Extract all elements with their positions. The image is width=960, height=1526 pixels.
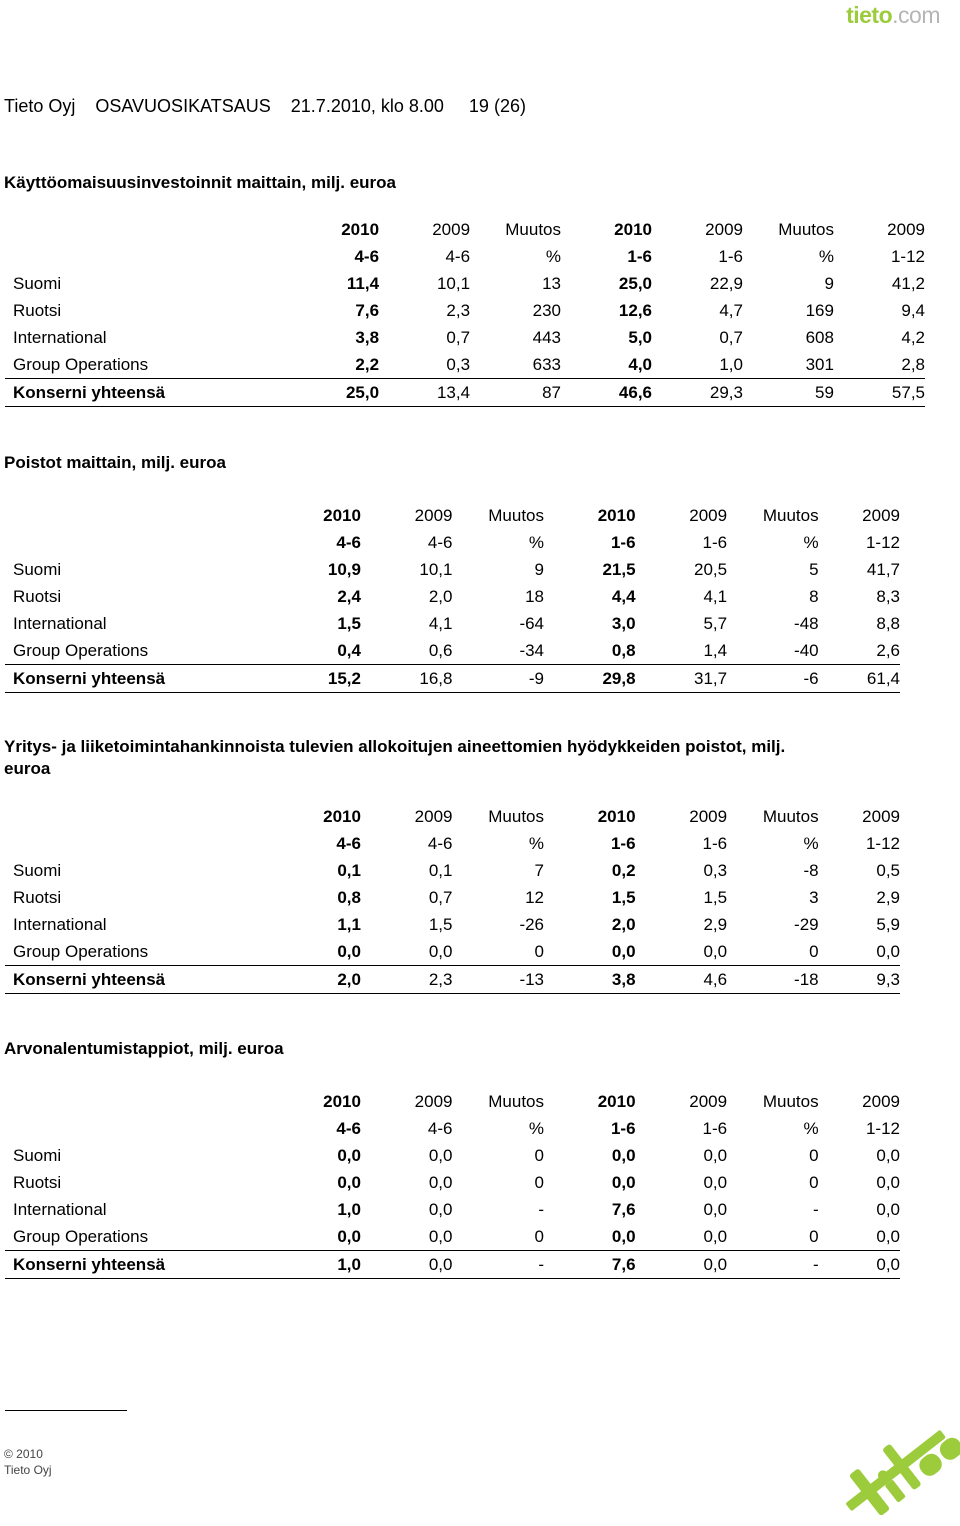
table-cell: 61,4 — [819, 665, 900, 693]
column-subheader: % — [818, 246, 834, 266]
table-cell: -48 — [794, 613, 819, 633]
table-row — [5, 270, 925, 297]
table-cell: 0,3 — [446, 354, 471, 374]
column-subheader: 4-6 — [336, 833, 361, 853]
column-subheader: 1-12 — [865, 833, 900, 853]
table-cell: - — [452, 1251, 544, 1279]
row-label: Konserni yhteensä — [5, 379, 308, 407]
table-cell: 18 — [525, 586, 545, 606]
section-title-investments: Käyttöomaisuusinvestoinnit maittain, milj. euroa — [4, 173, 397, 192]
column-header: 2009 — [689, 505, 728, 525]
table-cell: 0 — [534, 941, 545, 961]
table-cell: 7,6 — [355, 300, 380, 320]
section-title-depreciation: Poistot maittain, milj. euroa — [4, 453, 226, 472]
column-subheader: 1-6 — [610, 1118, 636, 1138]
column-header: 2010 — [323, 1091, 361, 1111]
table-cell: 9,3 — [819, 966, 900, 994]
column-subheader: 1-12 — [865, 532, 900, 552]
row-label: Group Operations — [13, 640, 149, 660]
table-header-row — [5, 803, 900, 830]
table-row — [5, 556, 900, 583]
table-cell: 608 — [805, 327, 834, 347]
column-subheader: 1-6 — [610, 833, 636, 853]
row-label: International — [13, 327, 107, 347]
table-header-row — [5, 1088, 900, 1115]
table-cell: 20,5 — [693, 559, 728, 579]
row-label: Ruotsi — [13, 586, 62, 606]
column-header: Muutos — [488, 1091, 545, 1111]
table-cell: 12,6 — [618, 300, 652, 320]
row-label: Suomi — [13, 860, 62, 880]
table-cell: 0,0 — [337, 1172, 361, 1192]
table-cell: 1,5 — [428, 914, 453, 934]
table-cell: 2,9 — [703, 914, 728, 934]
table-cell: 0 — [809, 941, 819, 961]
logo-brand: tieto — [846, 2, 893, 28]
table-cell: 9 — [534, 559, 545, 579]
header-spacer — [5, 803, 300, 830]
table-cell: 0,4 — [337, 640, 361, 660]
row-label: International — [13, 613, 107, 633]
row-label: Konserni yhteensä — [5, 966, 300, 994]
table-cell: 10,1 — [436, 273, 471, 293]
table-cell: -8 — [803, 860, 819, 880]
table-cell: 29,3 — [652, 379, 743, 407]
column-header: 2010 — [597, 505, 636, 525]
table-cell: 0,1 — [337, 860, 361, 880]
table-cell: 0,6 — [428, 640, 453, 660]
table-cell: 22,9 — [709, 273, 743, 293]
table-cell: 0,1 — [428, 860, 453, 880]
column-subheader: 1-6 — [702, 1118, 728, 1138]
table-cell: 0,0 — [337, 1145, 361, 1165]
table-row — [5, 1223, 900, 1251]
row-label: Group Operations — [13, 354, 149, 374]
footer-copyright — [4, 1446, 52, 1478]
row-label: International — [13, 914, 107, 934]
table-cell: 0,0 — [703, 1226, 728, 1246]
table-cell: 4,7 — [719, 300, 743, 320]
table-cell: 0,0 — [428, 1226, 453, 1246]
table-cell: 5,0 — [628, 327, 652, 347]
depreciation-table — [5, 502, 900, 693]
table-cell: 7,6 — [544, 1251, 636, 1279]
table-cell: -40 — [794, 640, 819, 660]
column-subheader: 1-12 — [890, 246, 925, 266]
row-label: Konserni yhteensä — [5, 1251, 300, 1279]
column-header: 2010 — [341, 219, 380, 239]
table-cell: 1,0 — [719, 354, 743, 374]
table-cell: 3 — [809, 887, 819, 907]
row-label: Ruotsi — [13, 887, 62, 907]
table-row — [5, 857, 900, 884]
table-row — [5, 938, 900, 966]
column-subheader: % — [803, 532, 819, 552]
column-subheader: % — [803, 833, 819, 853]
table-cell: 0,8 — [611, 640, 636, 660]
table-cell: 2,6 — [876, 640, 900, 660]
table-cell: 4,4 — [611, 586, 636, 606]
table-cell: 2,8 — [901, 354, 925, 374]
row-label: Group Operations — [13, 941, 149, 961]
table-row — [5, 884, 900, 911]
table-total-row — [5, 966, 900, 994]
table-cell: 0,0 — [876, 1226, 900, 1246]
table-cell: 0,3 — [703, 860, 728, 880]
table-cell: 2,0 — [428, 586, 453, 606]
table-cell: 0,0 — [703, 941, 728, 961]
table-cell: 4,6 — [636, 966, 728, 994]
column-subheader: 4-6 — [336, 532, 361, 552]
table-cell: 11,4 — [346, 273, 380, 293]
table-cell: 7,6 — [611, 1199, 636, 1219]
table-cell: 0,8 — [337, 887, 361, 907]
column-subheader: % — [528, 833, 545, 853]
table-cell: 0,5 — [876, 860, 900, 880]
table-cell: 0,0 — [703, 1145, 728, 1165]
table-cell: 4,1 — [703, 586, 728, 606]
table-cell: 9,4 — [901, 300, 925, 320]
table-cell: 0 — [534, 1226, 545, 1246]
column-subheader: 1-6 — [718, 246, 743, 266]
table-cell: -13 — [452, 966, 544, 994]
copyright-text: © 2010 — [4, 1447, 43, 1461]
column-header: 2009 — [414, 806, 453, 826]
table-cell: 21,5 — [602, 559, 636, 579]
header-report: OSAVUOSIKATSAUS — [95, 96, 271, 116]
table-cell: 633 — [532, 354, 562, 374]
column-header: 2010 — [323, 505, 361, 525]
table-cell: 8,3 — [876, 586, 900, 606]
column-header: Muutos — [762, 505, 819, 525]
table-cell: 0,0 — [876, 1145, 900, 1165]
table-total-row — [5, 665, 900, 693]
table-row — [5, 583, 900, 610]
table-cell: 8 — [809, 586, 819, 606]
header-page: 19 (26) — [468, 96, 526, 116]
table-cell: 46,6 — [561, 379, 652, 407]
table-cell: 0,0 — [611, 1172, 636, 1192]
table-cell: 169 — [805, 300, 834, 320]
table-header-row — [5, 243, 925, 270]
column-header: 2010 — [597, 1091, 636, 1111]
column-header: 2009 — [862, 806, 900, 826]
row-label: Suomi — [13, 1145, 62, 1165]
column-subheader: 4-6 — [427, 833, 453, 853]
column-subheader: 4-6 — [445, 246, 471, 266]
table-cell: 2,2 — [355, 354, 380, 374]
table-cell: 1,1 — [337, 914, 361, 934]
table-cell: 16,8 — [361, 665, 453, 693]
column-header: 2009 — [887, 219, 925, 239]
table-cell: 0,0 — [876, 1172, 900, 1192]
row-label: Group Operations — [13, 1226, 149, 1246]
table-cell: -26 — [519, 914, 545, 934]
table-cell: 3,8 — [355, 327, 380, 347]
table-row — [5, 637, 900, 665]
table-cell: 0 — [809, 1145, 819, 1165]
column-header: Muutos — [488, 505, 545, 525]
table-cell: 25,0 — [618, 273, 652, 293]
header-spacer — [5, 529, 300, 556]
table-cell: 5,7 — [703, 613, 728, 633]
column-subheader: 4-6 — [354, 246, 380, 266]
copyright-company: Tieto Oyj — [4, 1463, 52, 1477]
column-subheader: % — [528, 532, 545, 552]
column-subheader: 4-6 — [336, 1118, 361, 1138]
column-header: 2009 — [414, 505, 453, 525]
table-cell: 2,0 — [611, 914, 636, 934]
table-cell: 2,3 — [446, 300, 471, 320]
table-cell: 15,2 — [300, 665, 361, 693]
table-cell: 1,4 — [703, 640, 728, 660]
table-cell: 41,7 — [866, 559, 900, 579]
table-cell: 301 — [805, 354, 834, 374]
table-total-row — [5, 379, 925, 407]
column-subheader: 4-6 — [427, 1118, 453, 1138]
document-header — [4, 96, 526, 117]
column-header: 2009 — [862, 505, 900, 525]
column-header: Muutos — [505, 219, 562, 239]
table-row — [5, 351, 925, 379]
column-header: 2009 — [432, 219, 471, 239]
table-cell: -6 — [727, 665, 819, 693]
table-cell: 4,1 — [428, 613, 453, 633]
table-cell: - — [538, 1199, 545, 1219]
table-cell: 0,0 — [636, 1251, 728, 1279]
table-cell: 0,0 — [428, 1172, 453, 1192]
column-subheader: 1-6 — [610, 532, 636, 552]
column-subheader: 1-6 — [702, 833, 728, 853]
table-cell: 0 — [809, 1226, 819, 1246]
table-cell: 7 — [534, 860, 545, 880]
tieto-logo — [846, 2, 940, 29]
column-header: 2009 — [705, 219, 743, 239]
table-cell: 0,0 — [337, 941, 361, 961]
column-header: 2010 — [597, 806, 636, 826]
column-header: 2009 — [414, 1091, 453, 1111]
column-subheader: 1-6 — [702, 532, 728, 552]
table-cell: -34 — [519, 640, 545, 660]
table-cell: 1,0 — [300, 1251, 361, 1279]
table-cell: 12 — [525, 887, 545, 907]
table-cell: 0 — [534, 1145, 545, 1165]
table-cell: 0,0 — [611, 941, 636, 961]
table-cell: 0,0 — [611, 1145, 636, 1165]
table-cell: 0,7 — [446, 327, 471, 347]
table-cell: 2,9 — [876, 887, 900, 907]
table-cell: 0,2 — [611, 860, 636, 880]
table-cell: 10,1 — [419, 559, 453, 579]
table-cell: 41,2 — [891, 273, 925, 293]
table-cell: 2,4 — [337, 586, 361, 606]
table-cell: 3,0 — [611, 613, 636, 633]
investments-table — [5, 216, 925, 407]
table-cell: 0,0 — [428, 1199, 453, 1219]
table-cell: -29 — [794, 914, 819, 934]
header-spacer — [5, 502, 300, 529]
amortization-table — [5, 803, 900, 994]
column-subheader: % — [545, 246, 562, 266]
table-cell: - — [812, 1199, 819, 1219]
table-row — [5, 1169, 900, 1196]
table-cell: 1,5 — [703, 887, 728, 907]
table-cell: 0,0 — [876, 941, 900, 961]
table-cell: 8,8 — [876, 613, 900, 633]
table-row — [5, 1196, 900, 1223]
table-cell: 4,0 — [628, 354, 652, 374]
header-spacer — [5, 243, 308, 270]
table-cell: - — [727, 1251, 819, 1279]
row-label: Konserni yhteensä — [5, 665, 300, 693]
table-cell: 0,7 — [719, 327, 743, 347]
table-cell: 25,0 — [308, 379, 379, 407]
header-spacer — [5, 1088, 300, 1115]
table-cell: 443 — [532, 327, 562, 347]
table-cell: 0,0 — [361, 1251, 453, 1279]
row-label: Suomi — [13, 273, 62, 293]
table-cell: 0,0 — [611, 1226, 636, 1246]
column-header: 2009 — [689, 806, 728, 826]
logo-suffix: .com — [892, 2, 940, 28]
table-cell: 59 — [743, 379, 834, 407]
header-spacer — [5, 830, 300, 857]
column-subheader: 1-6 — [627, 246, 652, 266]
table-cell: 4,2 — [901, 327, 925, 347]
header-spacer — [5, 1115, 300, 1142]
table-cell: 13,4 — [379, 379, 470, 407]
table-cell: 1,5 — [337, 613, 361, 633]
table-cell: 1,5 — [611, 887, 636, 907]
impairment-table — [5, 1088, 900, 1279]
column-subheader: 4-6 — [427, 532, 453, 552]
table-cell: -9 — [452, 665, 544, 693]
table-row — [5, 297, 925, 324]
table-cell: 1,0 — [337, 1199, 361, 1219]
table-cell: 2,3 — [361, 966, 453, 994]
table-total-row — [5, 1251, 900, 1279]
table-row — [5, 610, 900, 637]
table-cell: 230 — [532, 300, 562, 320]
table-cell: 13 — [542, 273, 562, 293]
column-header: 2009 — [862, 1091, 900, 1111]
row-label: Suomi — [13, 559, 62, 579]
column-subheader: 1-12 — [865, 1118, 900, 1138]
row-label: Ruotsi — [13, 1172, 62, 1192]
table-cell: 0,0 — [703, 1199, 728, 1219]
table-cell: -18 — [727, 966, 819, 994]
row-label: International — [13, 1199, 107, 1219]
table-row — [5, 911, 900, 938]
table-header-row — [5, 1115, 900, 1142]
table-cell: 0 — [534, 1172, 545, 1192]
column-header: Muutos — [488, 806, 545, 826]
table-cell: 5,9 — [876, 914, 900, 934]
column-subheader: % — [528, 1118, 545, 1138]
column-header: 2010 — [323, 806, 361, 826]
table-cell: 9 — [824, 273, 834, 293]
table-cell: 29,8 — [544, 665, 636, 693]
column-header: 2009 — [689, 1091, 728, 1111]
column-header: Muutos — [762, 1091, 819, 1111]
table-header-row — [5, 529, 900, 556]
table-cell: 0,0 — [428, 1145, 453, 1165]
table-cell: 0 — [809, 1172, 819, 1192]
tieto-logo-graphic — [810, 1386, 960, 1526]
table-cell: 0,0 — [337, 1226, 361, 1246]
column-header: Muutos — [778, 219, 834, 239]
table-cell: 0,0 — [819, 1251, 900, 1279]
table-cell: 31,7 — [636, 665, 728, 693]
table-row — [5, 324, 925, 351]
table-cell: 0,7 — [428, 887, 453, 907]
table-cell: 2,0 — [300, 966, 361, 994]
section-title-amortization: Yritys- ja liiketoimintahankinnoista tulevien allokoitujen aineettomien hyödykkeiden poistot, milj. euroa — [4, 737, 786, 778]
row-label: Ruotsi — [13, 300, 62, 320]
footer-divider — [5, 1410, 127, 1411]
table-cell: 0,0 — [428, 941, 453, 961]
header-company: Tieto Oyj — [4, 96, 76, 116]
table-cell: 10,9 — [327, 559, 361, 579]
table-cell: 3,8 — [544, 966, 636, 994]
table-cell: 87 — [470, 379, 561, 407]
column-header: Muutos — [762, 806, 819, 826]
header-spacer — [5, 216, 308, 243]
section-title-impairment: Arvonalentumistappiot, milj. euroa — [4, 1039, 284, 1058]
column-header: 2010 — [614, 219, 652, 239]
table-cell: -64 — [519, 613, 545, 633]
table-cell: 0,0 — [703, 1172, 728, 1192]
table-cell: 0,0 — [876, 1199, 900, 1219]
header-datetime: 21.7.2010, klo 8.00 — [290, 96, 444, 116]
table-cell: 5 — [809, 559, 819, 579]
table-header-row — [5, 216, 925, 243]
table-header-row — [5, 502, 900, 529]
table-row — [5, 1142, 900, 1169]
table-cell: 57,5 — [834, 379, 925, 407]
column-subheader: % — [803, 1118, 819, 1138]
table-header-row — [5, 830, 900, 857]
